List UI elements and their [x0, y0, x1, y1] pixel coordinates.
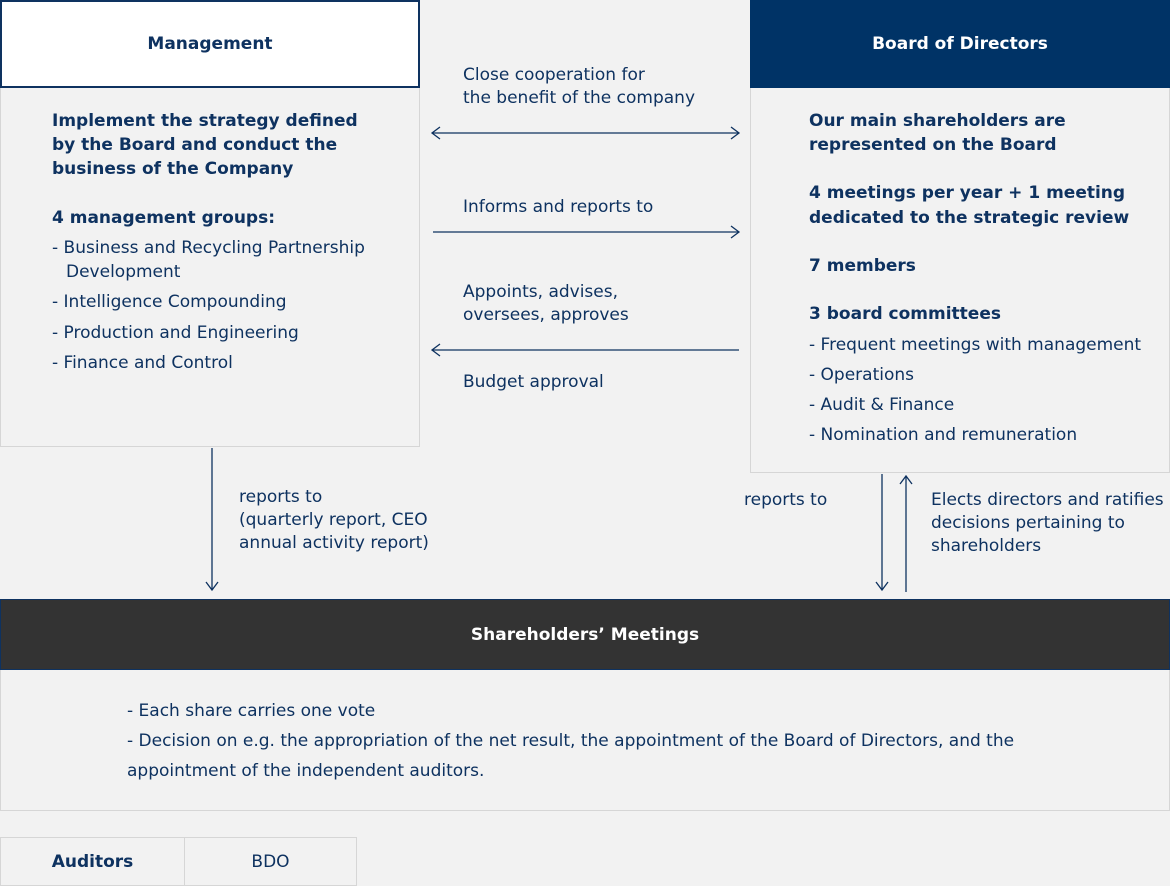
mgmt-reports-label-3: annual activity report): [239, 533, 429, 553]
informs-arrow: [433, 226, 739, 238]
board-members: 7 members: [809, 256, 916, 276]
shareholders-item: - Each share carries one vote: [127, 701, 376, 721]
shareholders-header: [0, 599, 1170, 670]
mgmt-reports-label-2: (quarterly report, CEO: [239, 510, 428, 530]
elects-label-3: shareholders: [931, 536, 1042, 556]
elects-arrow: [900, 476, 912, 592]
cooperation-label-1: Close cooperation for: [463, 65, 645, 85]
board-line: dedicated to the strategic review: [809, 208, 1130, 228]
appoints-label-2: oversees, approves: [463, 305, 629, 325]
appoints-label-1: Appoints, advises,: [463, 282, 619, 302]
management-group-item-continued: Development: [66, 262, 181, 282]
management-groups-title: 4 management groups:: [52, 208, 276, 228]
auditors-label-text: Auditors: [51, 851, 134, 872]
cooperation-label-2: the benefit of the company: [463, 88, 696, 108]
board-committees-title: 3 board committees: [809, 304, 1001, 324]
management-intro-line-1: Implement the strategy defined: [52, 111, 358, 131]
auditors-value-text: BDO: [251, 851, 290, 872]
cooperation-double-arrow: [432, 127, 739, 139]
board-line: 4 meetings per year + 1 meeting: [809, 183, 1126, 203]
budget-label: Budget approval: [463, 372, 604, 392]
elects-label-1: Elects directors and ratifies: [931, 490, 1164, 510]
board-committee-item: - Audit & Finance: [809, 395, 955, 415]
shareholders-title: Shareholders’ Meetings: [470, 624, 700, 645]
management-title: Management: [147, 34, 273, 54]
appoints-arrow: [432, 344, 739, 356]
shareholders-item: - Decision on e.g. the appropriation of the net result, the appointment of the Board of Directors, and the: [127, 731, 1015, 751]
management-group-item: - Business and Recycling Partnership: [52, 238, 365, 258]
board-title: Board of Directors: [872, 34, 1048, 54]
management-intro-line-3: business of the Company: [52, 159, 294, 179]
board-committee-item: - Operations: [809, 365, 914, 385]
board-reports-arrow: [876, 474, 888, 590]
board-reports-label: reports to: [744, 490, 828, 510]
board-line: Our main shareholders are: [809, 111, 1066, 131]
auditors-value: [184, 837, 357, 886]
informs-label: Informs and reports to: [463, 197, 654, 217]
board-committee-item: - Nomination and remuneration: [809, 425, 1078, 445]
management-group-item: - Intelligence Compounding: [52, 292, 287, 312]
auditors-label: [0, 837, 185, 886]
management-group-item: - Finance and Control: [52, 353, 233, 373]
management-group-item: - Production and Engineering: [52, 323, 299, 343]
elects-label-2: decisions pertaining to: [931, 513, 1125, 533]
mgmt-reports-arrow: [206, 448, 218, 590]
board-line: represented on the Board: [809, 135, 1057, 155]
management-intro-line-2: by the Board and conduct the: [52, 135, 338, 155]
mgmt-reports-label-1: reports to: [239, 487, 323, 507]
board-committee-item: - Frequent meetings with management: [809, 335, 1142, 355]
shareholders-item-continued: appointment of the independent auditors.: [127, 761, 485, 781]
